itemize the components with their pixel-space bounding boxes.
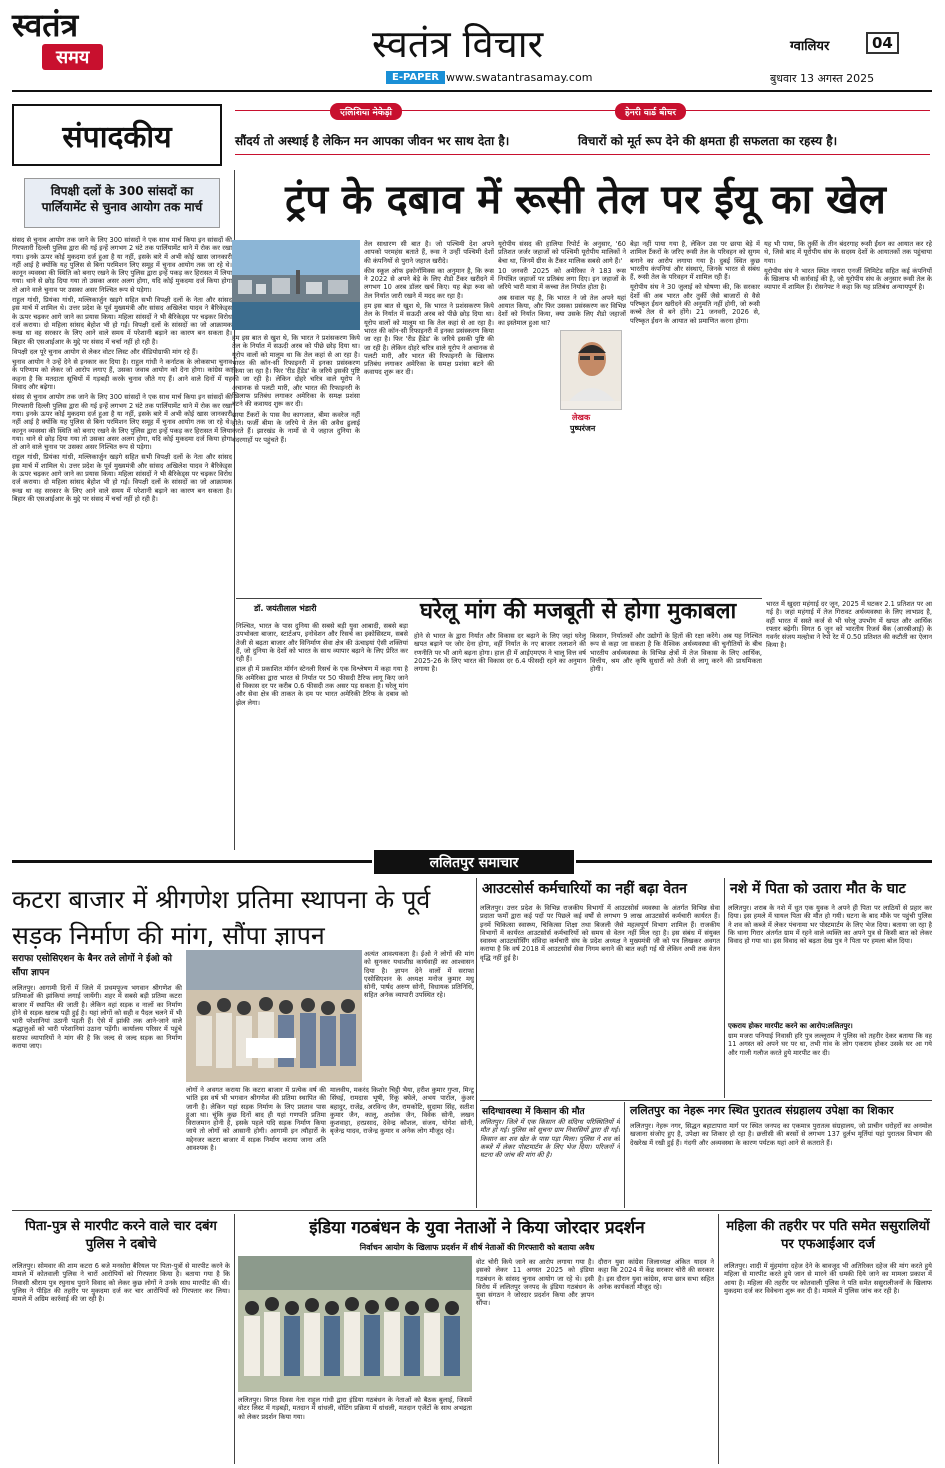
main-para-2: छाया टैंकरों के पास वैध कागजात, बीमा कवरेज नहीं होते। फर्जी बीमा के जरिये ये तेल की अवैध ढुलाई करते हैं। झारखंड के नामों से ये जहाज दुनिया के बंदरगाहों पर पहुंचते हैं। — [232, 410, 360, 444]
pita-divider — [234, 1214, 235, 1464]
katra-body-2: अत्यंत आवश्यकता है। ईओ ने लोगों की मांग को सुनकर यथाशीघ्र कार्यवाही का आश्वासन दिया है। ज्ञापन देने वालों में सराफा एसोसिएशन के अध्यक्ष मनोज कुमार मधु सोनी, पार्षद अरुण सोनी, विधायक प्रतिनिधि, सहित अनेक व्यापारी उपस्थित रहे। — [364, 950, 474, 1000]
india-subhead: निर्वाचन आयोग के खिलाफ प्रदर्शन में शीर्ष नेताओं की गिरफ्तारी को बताया अवैध — [359, 1243, 595, 1252]
india-photo — [238, 1256, 472, 1392]
left-article-body — [12, 236, 232, 842]
domestic-col-1 — [236, 622, 408, 844]
katra-group-image — [186, 950, 362, 1082]
neharu-headline: ललितपुर का नेहरू नगर स्थित पुरातत्व संग्रहालय उपेक्षा का शिकार — [630, 1104, 894, 1117]
domestic-col-3 — [590, 632, 762, 844]
main-col-5 — [764, 240, 932, 596]
epaper-label: E-PAPER — [386, 71, 445, 84]
main-col-1 — [232, 334, 360, 596]
kisan-rule — [480, 1100, 932, 1101]
refinery-image — [232, 240, 360, 330]
india-caption: ललितपुर। विगत दिवस नेता राहुल गांधी द्वारा इंडिया गठबंधन के नेताओं को बैठक बुलाई, जिसमें वोटर लिस्ट में गड़बड़ी, मतदान में धांधली, वोटिंग प्रक्रिया में धांधली, मतदान एजेंटों के साथ अभद्रता को लेकर प्रदर्शन किया गया। — [238, 1396, 472, 1421]
neharu-body: ललितपुर। नेहरू नगर, सिद्धन बहाटापारा मार्ग पर स्थित जनपद का एकमात्र पुरातत्व संग्रहालय, जो प्राचीन धरोहरों का अनमोल खजाना संजोए हुए है, उपेक्षा का शिकार हो रहा है। छत्तीसी की बरसों से लगभग 137 दुर्लभ मूर्तियां यहां पुरातत्व विभाग की देखरेख में रखी हुई हैं। गंदगी और अव्यवस्था के कारण पर्यटक यहां आने से कतराते हैं। — [630, 1122, 932, 1147]
bottom-rule — [12, 1210, 932, 1211]
dom-para-2: हाल ही में प्रकाशित मॉर्गन स्टेनली रिसर्च के एक विश्लेषण में कहा गया है कि अमेरिका द्वारा भारत से निर्यात पर 50 फीसदी टैरिफ लागू किए जाने से विकास दर पर करीब 0.6 फीसदी तक असर पड़ सकता है। घरेलू मांग और सेवा क्षेत्र की ताकत के दम पर भारत अमेरिकी टैरिफ के दबाव को झेल लेगा। — [236, 665, 408, 707]
author-label: लेखक — [572, 413, 591, 422]
quote-text-1: सौंदर्य तो अस्थाई है लेकिन मन आपका जीवन भर साथ देता है। — [235, 134, 510, 148]
main-para-3: तेल साधारण सी बात है। जो पश्चिमी देश अपने आपको परमहंस बताते हैं, रूस ने उन्हीं पश्चिमी देशों की कंपनियों से पुराने जहाज खरीदे। — [364, 240, 494, 265]
dom-para-5: भारत में खुदरा महंगाई दर जून, 2025 में घटकर 2.1 प्रतिशत पर आ गई है। जहां महंगाई में तेज गिरावट अर्थव्यवस्था के लिए लाभप्रद है, वहीं भारत में सस्ते कर्ज से भी घरेलू उपभोग में खपत और आर्थिक रफ्तार बढ़ेगी। विगत 6 जून को भारतीय रिजर्व बैंक (आरबीआई) के गवर्नर संजय मल्होत्रा ने रेपो रेट में 0.50 प्रतिशत की कटौती का ऐलान किया है। — [766, 600, 932, 650]
author-portrait — [561, 331, 622, 401]
outsource-divider — [724, 878, 725, 1098]
india-headline: इंडिया गठबंधन के युवा नेताओं ने किया जोरदार प्रदर्शन — [309, 1218, 645, 1238]
domestic-byline: डॉ. जयंतीलाल भंडारी — [254, 604, 317, 613]
dom-para-4: किसान, निर्यातकों और उद्योगों के हितों की रक्षा करेंगे। अब यह निश्चित रूप से कहा जा सकता है कि वैश्विक अर्थव्यवस्था की चुनौतियों के बीच भारतीय अर्थव्यवस्था के विभिन्न क्षेत्रों में तेज विकास के लिए आर्थिक, वित्तीय, श्रम और कृषि सुधारों को तेजी से लागू करने की प्राथमिकता होगी। — [590, 632, 762, 674]
main-para-5: यूरोपीय संसद की हालिया रिपोर्ट के अनुसार, '60 प्रतिशत जर्जर जहाजों को पश्चिमी यूरोपीय मालिकों ने बेचा था, जिनमें ग्रीस के टैंकर मालिक सबसे आगे हैं।' — [498, 240, 626, 265]
logo-line1: स्वतंत्र — [12, 6, 79, 44]
left-para-2: राहुल गांधी, प्रियंका गांधी, मल्लिकार्जुन खड़गे सहित सभी विपक्षी दलों के नेता और सांसद इस मार्च में शामिल थे। उत्तर प्रदेश के पूर्व मुख्यमंत्री और सांसद अखिलेश यादव ने बैरिकेड्स के ऊपर चढ़कर आगे जाने का प्रयास किया। महिला सांसदों ने भी बैरिकेड्स पर चढ़कर विरोध दर्ज कराया। दो महिला सांसद बेहोश भी हो गईं। विपक्षी दलों के सांसदों का जो आक्रामक रूख था वह सरकार के लिए आने वाले समय में परेशानी बढ़ाने का कारण बन सकता है। बिहार की एसआईआर के मुद्दे पर संसद में चर्चा नहीं हो रही है। — [12, 296, 232, 346]
pita-headline: पिता-पुत्र से मारपीट करने वाले चार दबंग पुलिस ने दबोचे — [25, 1219, 217, 1252]
domestic-col-2 — [414, 632, 586, 844]
india-body-2: दौरान युवा कांग्रेस जिलाध्यक्ष अंकित यादव ने कहा कि 2024 में केंद्र सरकार चोरी की सरकार है। इस दौरान युवा कांग्रेस, सपा छात्र सभा सहित अनेक कार्यकर्ता मौजूद रहे। — [598, 1258, 714, 1291]
main-col-2 — [364, 240, 494, 596]
pita-body: ललितपुर। सोमवार की शाम कटरा 6 बजे मनसोरा बैरियल पर पिता-पुत्रों से मारपीट करने के मामले में कोतवाली पुलिस ने चारों आरोपियों को गिरफ्तार किया है। बताया गया है कि निवासी श्रीराम पुत्र रघुनाथ पुराने विवाद को लेकर कुछ लोगों ने उनके साथ मारपीट की थी। पुलिस ने पीड़ित की तहरीर पर मुकदमा दर्ज कर चार आरोपियों को गिरफ्तार कर लिया। मामले में अग्रिम कार्रवाई की जा रही है। — [12, 1262, 230, 1304]
main-col-3 — [498, 240, 626, 596]
edition-date: बुधवार 13 अगस्त 2025 — [770, 72, 875, 85]
section-title: स्वतंत्र विचार — [372, 22, 544, 66]
dom-para-3: होने से भारत के द्वारा निर्यात और विकास दर बढ़ाने के लिए जहां घरेलू खपत बढ़ाने पर जोर देना होगा, वहीं निर्यात के नए बाजार तलाशने की रणनीति पर भी आगे बढ़ना होगा। हाल ही में आईएमएफ ने चालू वित्त वर्ष 2025-26 के लिए भारत की विकास दर 6.4 फीसदी रहने का अनुमान लगाया है। — [414, 632, 586, 674]
main-para-1b: हम इस बात से खुश थे, कि भारत ने प्रशंसकरण किये तेल के निर्यात में सऊदी अरब को पीछे छोड़ दिया था। यूरोप वालों को मालूम था कि तेल कहां से आ रहा है। भारत की कॉन-सी रिफाइनरी में इनका प्रसंस्करण किया जा रहा है। फिर 'रीड हैंडेड' के जरिये इसकी पुष्टि की जा रही है। लेकिन दोहरे चरित्र वाले यूरोप ने अचानक से पलटी मारी, और भारत की रिफाइनरी के खिलाफ प्रतिबंध लगाकर अमेरिका के समक्ष प्रशंसा बटने की कवायद शुरू कर दी। — [364, 302, 494, 377]
left-para-4: चुनाव आयोग ने उन्हें देने से इनकार कर दिया है। राहुल गांधी ने कर्नाटक के लोकसभा चुनाव के परिणाम को लेकर जो आरोप लगाए हैं, उसका जवाब आयोग को देना होगा। कांग्रेस का कहना है कि मतदाता सूचियों में गड़बड़ी करके चुनाव जीते गए हैं। आने वाले दिनों में यह विवाद और बढ़ेगा। — [12, 358, 232, 392]
quote-text-2: विचारों को मूर्त रूप देने की क्षमता ही सफलता का रहस्य है। — [578, 134, 838, 148]
editorial-title: संपादकीय — [62, 119, 172, 155]
left-para-5: संसद से चुनाव आयोग तक जाने के लिए 300 सांसदों ने एक साथ मार्च किया इन सांसदों की गिरफ्तारी दिल्ली पुलिस द्वारा की गई इन्हें लगभग 2 घंटे तक पार्लियामेंट थाने में रोक कर रखा गया। इनके ऊपर कोई मुकदमा दर्ज हुआ है या नहीं, इसके बारे में अभी कोई खास जानकारी नहीं आई है क्योंकि यह पुलिस से बिना परमिशन लिए समूह में चुनाव आयोग तक जा रहे थे। कानून व्यवस्था की स्थिति को बनाए रखने के लिए पुलिस द्वारा इन्हें पकड़ कर हिरासत में लिया गया। थाने से छोड़ दिया गया तो उसका असर अलग होगा, यदि कोई मुकदमा दर्ज किया होगा तो आने वाले चुनाव पर उसका असर निश्चित रूप से पड़ेगा। — [12, 393, 232, 452]
refinery-photo — [232, 240, 360, 330]
india-divider — [718, 1214, 719, 1464]
katra-photo — [186, 950, 362, 1082]
left-para-1: संसद से चुनाव आयोग तक जाने के लिए 300 सांसदों ने एक साथ मार्च किया इन सांसदों की गिरफ्तारी दिल्ली पुलिस द्वारा की गई इन्हें लगभग 2 घंटे तक पार्लियामेंट थाने में रोक कर रखा गया। इनके ऊपर कोई मुकदमा दर्ज हुआ है या नहीं, इसके बारे में अभी कोई खास जानकारी नहीं आई है क्योंकि यह पुलिस से बिना परमिशन लिए समूह में चुनाव आयोग तक जा रहे थे। कानून व्यवस्था की स्थिति को बनाए रखने के लिए पुलिस द्वारा इन्हें पकड़ कर हिरासत में लिया गया। थाने से छोड़ दिया गया तो उसका असर अलग होगा, यदि कोई मुकदमा दर्ज किया होगा तो आने वाले चुनाव पर उसका असर निश्चित रूप से पड़ेगा। — [12, 236, 232, 294]
india-body: वोट चोरी किये जाने का आरोप लगाया गया है। इसको लेकर 11 अगस्त 2025 को इंडिया गठबंधन के सांसद चुनाव आयोग जा रहे थे। इसी विरोध में ललितपुर जनपद के इंडिया गठबंधन के युवा संगठन ने जोरदार प्रदर्शन किया और ज्ञापन सौंपा। — [476, 1258, 594, 1308]
lalitpur-banner — [374, 850, 574, 874]
website-link[interactable]: www.swatantrasamay.com — [446, 71, 593, 84]
katra-divider — [476, 878, 477, 1208]
lalitpur-rule-right — [576, 860, 932, 863]
masthead-rule — [12, 90, 932, 92]
kisan-headline: सदिग्धावस्था में किसान की मौत — [482, 1107, 585, 1117]
left-para-3: विपक्षी दल पूरे चुनाव आयोग से लेकर वोटर लिस्ट और वीडियोग्राफी मांग रहे हैं। — [12, 347, 198, 356]
editorial-label — [12, 104, 222, 166]
main-para-8: बेड़ा नहीं पाया गया है, लेकिन उस पर छाया बेड़े में शामिल टैंकरों के जरिए रूसी तेल के परिवहन को सुगम बनाने का आरोप लगाया गया है। दुबई स्थित कुछ भारतीय कंपनियां और संस्थाएं, जिनके भारत से संबंध हैं, रूसी तेल के परिवहन में शामिल रही हैं। — [630, 240, 760, 282]
katra-body-3: लोगों ने अवगत कराया कि कटरा बाजार में प्रत्येक वर्ष की भांति इस वर्ष भी भगवान श्रीगणेश की प्रतिमा स्थापित की जानी है। लेकिन यहां सड़क निर्माण के लिए प्रस्ताव पास हुआ था। चूंकि कुछ दिनों बाद ही यहां गणपति प्रतिमा विराजमान होनी है, इसके पहले यदि सड़क निर्माण किया जाये तो लोगों को आसानी होगी। आगामी इन त्यौहारों के मद्देनजर कटरा बाजार में सड़क निर्माण कराया जाना अति आवश्यक है। — [186, 1086, 326, 1153]
author-name: पुष्परंजन — [570, 424, 596, 433]
main-para-9: यूरोपीय संघ ने 30 जुलाई को घोषणा की, कि सरकार देशों की अब भारत और तुर्की जैसे बाजारों से वैसे परिष्कृत ईंधन खरीदने की अनुमति नहीं होगी, जो रूसी कच्चे तेल से बने होंगे। 21 जनवरी, 2026 से, परिष्कृत ईंधन के आयात को प्रमाणित करना होगा। — [630, 283, 760, 325]
kisan-divider — [624, 1102, 625, 1208]
masthead-logo — [12, 6, 152, 86]
katra-headline: कटरा बाजार में श्रीगणेश प्रतिमा स्थापना के पूर्व सड़क निर्माण की मांग, सौंपा ज्ञापन — [12, 885, 431, 950]
main-col-4 — [630, 240, 760, 596]
nasha-headline: नशे में पिता को उतारा मौत के घाट — [730, 881, 906, 897]
quote-bracket — [235, 110, 930, 155]
left-para-6: राहुल गांधी, प्रियंका गांधी, मल्लिकार्जुन खड़गे सहित सभी विपक्षी दलों के नेता और सांसद इस मार्च में शामिल थे। उत्तर प्रदेश के पूर्व मुख्यमंत्री और सांसद अखिलेश यादव ने बैरिकेड्स के ऊपर चढ़कर आगे जाने का प्रयास किया। महिला सांसदों ने भी बैरिकेड्स पर चढ़कर विरोध दर्ज कराया। दो महिला सांसद बेहोश भी हो गईं। विपक्षी दलों के सांसदों का जो आक्रामक रूख था वह सरकार के लिए आने वाले समय में परेशानी बढ़ाने का कारण बन सकता है। बिहार की एसआईआर के मुद्दे पर संसद में चर्चा नहीं हो रही है। — [12, 453, 232, 503]
main-para-10: यह भी पाया, कि तुर्की के तीन बंदरगाह रूसी ईंधन का आयात कर रहे थे, जिसे बाद में यूरोपीय संघ के सदस्य देशों के आयातकों तक पहुंचाया गया। — [764, 240, 932, 265]
nasha-subhead: एकराय होकर मारपीट करने का आरोप:ललितपुर। — [728, 1022, 853, 1030]
left-headline-text: विपक्षी दलों के 300 सांसदों का पार्लियामेंट से चुनाव आयोग तक मार्च — [41, 184, 203, 214]
city-label: ग्वालियर — [790, 39, 830, 54]
nasha-body-2: ग्राम मजरा पनियाई निवासी हरि पुत्र लल्लूराम ने पुलिस को तहरीर देकर बताया कि वह 11 अगस्त को अपने घर पर था, तभी गांव के लोग एकराय होकर उसके घर आ गये और गाली गलौज करते हुये मारपीट कर दी। — [728, 1032, 932, 1057]
katra-subhead: सराफा एसोसिएशन के बैनर तले लोगों ने ईओ को सौंपा ज्ञापन — [12, 954, 172, 978]
main-para-1: हम इस बात से खुश थे, कि भारत ने प्रशंसकरण किये तेल के निर्यात में सऊदी अरब को पीछे छोड़ दिया था। यूरोप वालों को मालूम था कि तेल कहां से आ रहा है। भारत की कॉन-सी रिफाइनरी में इनका प्रसंस्करण किया जा रहा है। फिर 'रीड हैंडेड' के जरिये इसकी पुष्टि की जा रही है। लेकिन दोहरे चरित्र वाले यूरोप ने अचानक से पलटी मारी, और भारत की रिफाइनरी के खिलाफ प्रतिबंध लगाकर अमेरिका के समक्ष प्रशंसा बटने की कवायद शुरू कर दी। — [232, 334, 360, 409]
quote-author-1: एलिशिया मेकेड़ी — [330, 103, 402, 120]
main-headline: ट्रंप के दबाव में रूसी तेल पर ईयू का खेल — [285, 177, 886, 223]
mahila-headline: महिला की तहरीर पर पति समेत ससुरालियों पर एफआईआर दर्ज — [726, 1219, 930, 1252]
protest-image — [238, 1256, 472, 1392]
mahila-body: ललितपुर। शादी में मुंहमांगा दहेज देने के बावजूद भी अतिरिक्त दहेज की मांग करते हुये महिला से मारपीट करते हुये जान से मारने की धमकी दिये जाने का मामला प्रकाश में आया है। महिला की तहरीर पर कोतवाली पुलिस ने पति समेत ससुरालीजनों के खिलाफ मुकदमा दर्ज कर विवेचना शुरू कर दी है। मामले में पुलिस जांच कर रही है। — [724, 1262, 932, 1295]
main-para-4: कीव स्कूल ऑफ इकोनॉमिक्स का अनुमान है, कि रूस ने 2022 से अपने बेड़े के लिए शैडो टैंकर खरीदने में लगभग 10 अरब डॉलर खर्च किए। यह बेड़ा रूस को तेल निर्यात जारी रखने में मदद कर रहा है। — [364, 266, 494, 300]
page-number: 04 — [866, 32, 899, 54]
author-photo — [560, 330, 622, 410]
main-para-7: अब सवाल यह है, कि भारत ने जो तेल अपने यहां आयात किया, और फिर उसका प्रसंस्करण कर विभिन्न देशों को निर्यात किया, क्या उसके लिए शैडो जहाजों का इस्तेमाल हुआ था? — [498, 293, 626, 327]
domestic-col-4 — [766, 600, 932, 844]
kisan-body: ललितपुर। जिले में एक किसान की संदिग्ध परिस्थितियों में मौत हो गई। पुलिस को सूचना ग्राम निवासियों द्वारा दी गई। किसान का शव खेत के पास पड़ा मिला। पुलिस ने शव को कब्जे में लेकर पोस्टमार्टम के लिए भेज दिया। परिजनों ने घटना की जांच की मांग की है। — [480, 1118, 620, 1160]
outsource-body: ललितपुर। उत्तर प्रदेश के विभिन्न राजकीय विभागों में आउटसोर्स व्यवस्था के अंतर्गत विभिन्न सेवा प्रदाता फर्मों द्वारा कई पदों पर पिछले कई वर्षों से लगभग 9 लाख आउटसोर्स कर्मचारी कार्यरत हैं। इनमें चिकित्सा स्वास्थ्य, चिकित्सा शिक्षा तथा बिजली जैसे महत्वपूर्ण विभाग शामिल हैं। राजकीय विभागों में कार्यरत आउटसोर्स कर्मचारियों को समय से वेतन नहीं मिल रहा है। इस संबंध में संयुक्त स्वास्थ्य आउटसोर्सिंग संविदा कर्मचारी संघ के प्रदेश अध्यक्ष ने मुख्यमंत्री जी को पत्र लिखकर अवगत कराया है कि वर्ष 2018 में आउटसोर्स सेवा निगम बनाने की बात कही गई थी लेकिन अभी तक वेतन वृद्धि नहीं हुई है। — [480, 904, 720, 962]
katra-body-4: मालवीय, मकरंद किशोर चिट्ठी भैया, हरीश कुमार गुप्ता, मिन्टू सिंघई, रामदास भूषी, रिंकू बघेले, अभय पारोल, कुंअर बहादुर, राजेंद्र, अरविन्द जैन, रामकोटि, सुदामा सिंह, सतीश कुमार जैन, कालू, अशोक जैन, विवेक सोनी, लखन कुशवाहा, हरप्रसाद, देवेन्द्र कौशल, संजय, योगेश सोनी, बृजेन्द्र यादव, राजेन्द्र कुमार व अनेक लोग मौजूद रहे। — [330, 1086, 474, 1136]
quote-author-2: हेनरी वार्ड बीचर — [615, 103, 686, 120]
lalitpur-rule-left — [12, 860, 372, 863]
domestic-headline: घरेलू मांग की मजबूती से होगा मुकाबला — [420, 599, 737, 624]
logo-line2: समय — [42, 44, 103, 70]
dom-para-1: निश्चित, भारत के पास दुनिया की सबसे बड़ी युवा आबादी, सबसे बड़ा उपभोक्ता बाजार, स्टार्टअप, इनोवेशन और रिसर्च का इकोसिस्टम, सबसे तेजी से बढ़ता बाजार और विनिर्माण सेवा क्षेत्र की ऊंचाइयां ऐसी शक्तियां हैं, जो दुनिया के देशों को भारत के साथ व्यापार बढ़ाने के लिए प्रेरित कर रही हैं। — [236, 622, 408, 664]
nasha-body: ललितपुर। शराब के नशे में धुत एक युवक ने अपने ही पिता पर लाठियों से प्रहार कर दिया। इस हमले में घायल पिता की मौत हो गयी। घटना के बाद मौके पर पहुंची पुलिस ने शव को कब्जे में लेकर पंचनामा भर पोस्टमार्टम के लिए भेज दिया। बताया जा रहा है कि थाना गिरार अंतर्गत ग्राम में रहने वाले व्यक्ति का अपने पुत्र से किसी बात को लेकर विवाद हो गया था। इस विवाद को बढ़ता देख पुत्र ने पिता पर हमला बोल दिया। — [728, 904, 932, 946]
lalitpur-banner-text: ललितपुर समाचार — [429, 854, 519, 871]
outsource-headline: आउटसोर्स कर्मचारियों का नहीं बढ़ा वेतन — [482, 881, 687, 897]
main-para-6: 10 जनवरी 2025 को अमेरिका ने 183 रूस नियंत्रित जहाजों पर प्रतिबंध लगा दिए। इन जहाजों के जरिये भारी मात्रा में कच्चा तेल निर्यात होता है। — [498, 266, 626, 292]
left-article-headline — [24, 178, 220, 228]
main-para-11: यूरोपीय संघ ने भारत स्थित नायरा एनर्जी लिमिटेड सहित कई कंपनियों के खिलाफ भी कार्रवाई की है, जो यूरोपीय संघ के अनुसार रूसी तेल के व्यापार में शामिल हैं। रोसनेफ्ट ने कहा कि यह प्रतिबंध अन्यायपूर्ण है। — [764, 266, 932, 292]
katra-body-1: ललितपुर। आगामी दिनों में जिले में प्रथमपूज्य भगवान श्रीगणेश की प्रतिमाओं की झांकियां लगाई जायेंगी। शहर में सबसे बड़ी प्रतिमा कटरा बाजार में स्थापित की जाती है। लेकिन वहां सड़क व नालों का निर्माण होने से सड़क खराब पड़ी हुई है। यहां लोगों को सही व पैदल चलने में भी भारी परेशानियां उठानी पड़ती हैं। ऐसे में झांकी तक आने-जाने वाले श्रद्धालुओं को भारी परेशानियां उठाना पड़ेंगी। कार्यालय परिसर में पहुंचे सराफा व्यापारियों ने मांग की है कि जल्द से जल्द सड़क का निर्माण कराया जाए। — [12, 984, 182, 1051]
